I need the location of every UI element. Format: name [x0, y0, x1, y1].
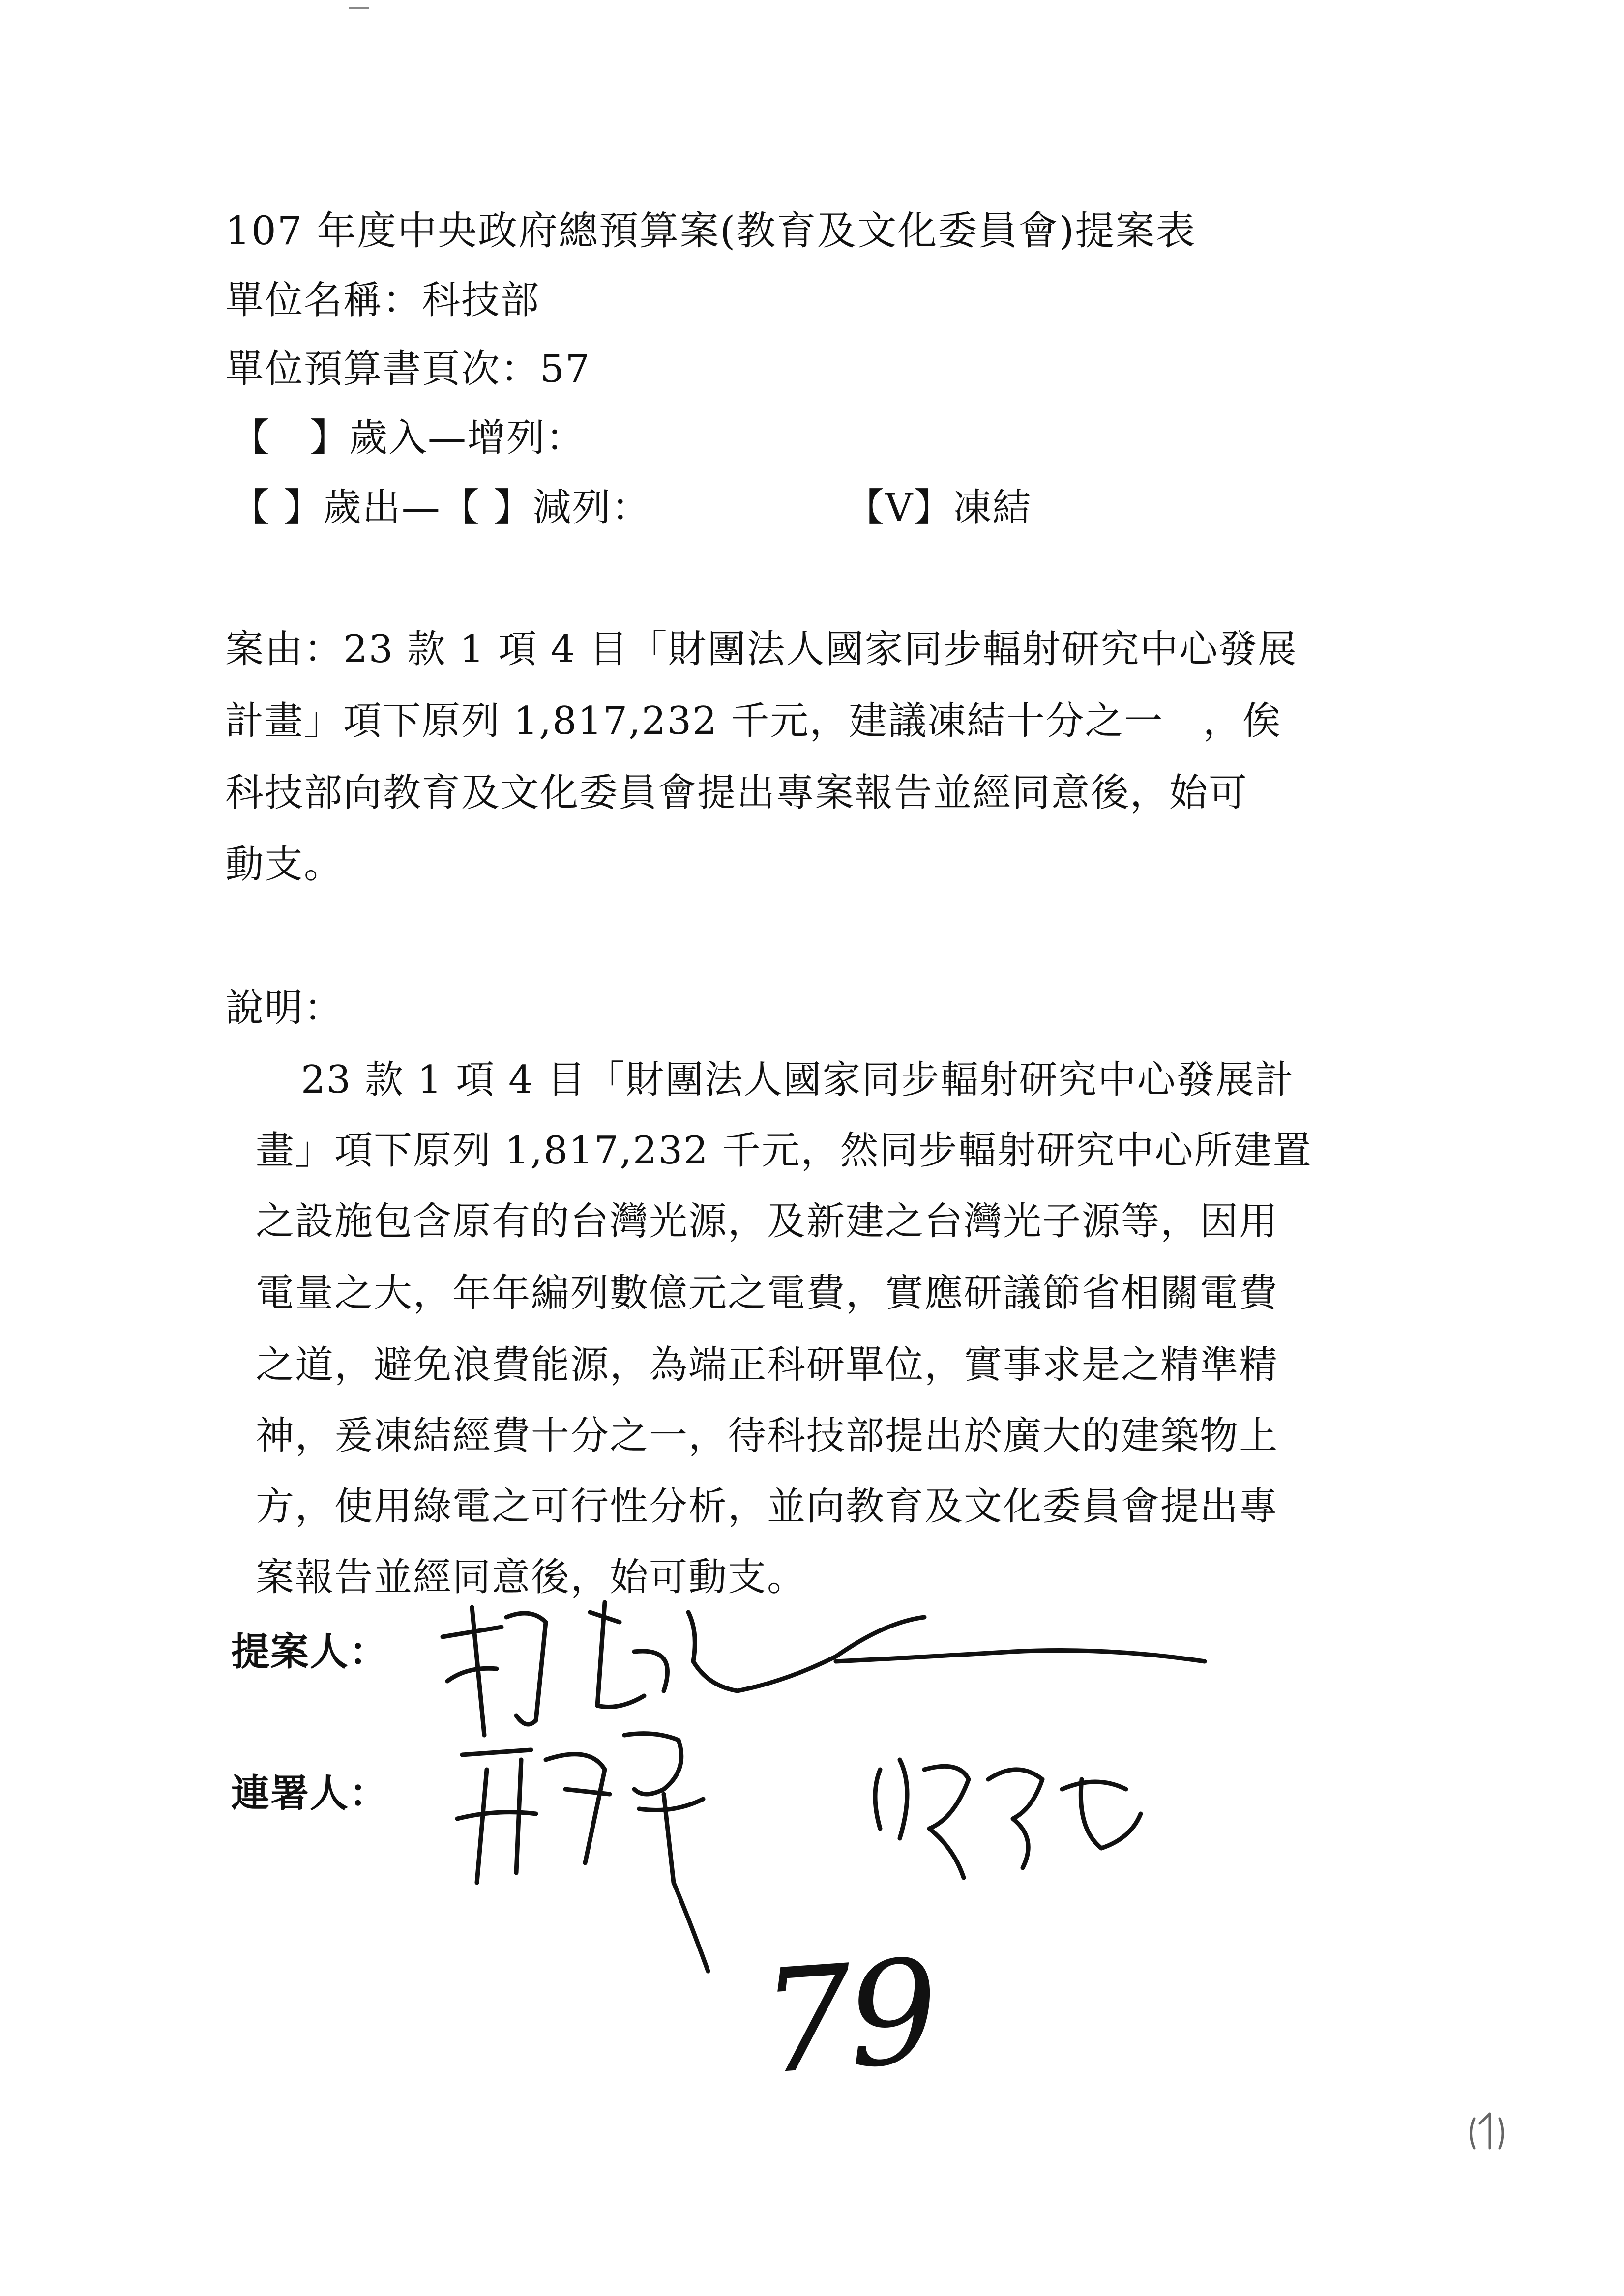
handwritten-page-number: 79	[756, 1929, 940, 2106]
explanation-line: 之道，避免浪費能源，為端正科研單位，實事求是之精準精	[256, 1343, 1279, 1387]
budget-page-ref: 單位預算書頁次：57	[225, 347, 591, 391]
corner-mark	[1471, 2114, 1503, 2148]
explanation-label: 說明：	[225, 986, 344, 1030]
cosigner-label: 連署人：	[231, 1772, 389, 1816]
cosigner-signature-2	[875, 1760, 1141, 1878]
proposer-label: 提案人：	[231, 1630, 389, 1674]
proposal-line: 科技部向教育及文化委員會提出專案報告並經同意後，始可	[225, 771, 1248, 815]
explanation-line: 案報告並經同意後，始可動支。	[256, 1555, 807, 1599]
explanation-line: 方，使用綠電之可行性分析，並向教育及文化委員會提出專	[256, 1484, 1279, 1529]
proposal-line: 動支。	[225, 843, 344, 887]
proposal-line: 案由：23 款 1 項 4 目「財團法人國家同步輻射研究中心發展	[225, 627, 1298, 671]
expenditure-checkbox-line: 【 】歲出—【 】減列：	[231, 486, 651, 530]
freeze-checkbox: 【V】凍結	[846, 486, 1032, 530]
revenue-checkbox-line: 【 】歲入—增列：	[231, 416, 586, 460]
cosigner-signature-1	[457, 1734, 708, 1971]
explanation-line: 23 款 1 項 4 目「財團法人國家同步輻射研究中心發展計	[301, 1058, 1295, 1102]
proposal-line: 計畫」項下原列 1,817,232 千元，建議凍結十分之一 ，俟	[225, 699, 1282, 743]
scan-artifact	[349, 7, 369, 9]
unit-name: 單位名稱：科技部	[225, 278, 540, 322]
proposer-signature	[443, 1602, 1205, 1735]
explanation-line: 電量之大，年年編列數億元之電費，實應研議節省相關電費	[256, 1271, 1279, 1315]
explanation-line: 畫」項下原列 1,817,232 千元，然同步輻射研究中心所建置	[256, 1129, 1312, 1173]
form-title: 107 年度中央政府總預算案(教育及文化委員會)提案表	[225, 208, 1196, 254]
explanation-line: 之設施包含原有的台灣光源，及新建之台灣光子源等，因用	[256, 1199, 1279, 1244]
explanation-line: 神，爰凍結經費十分之一，待科技部提出於廣大的建築物上	[256, 1414, 1279, 1458]
